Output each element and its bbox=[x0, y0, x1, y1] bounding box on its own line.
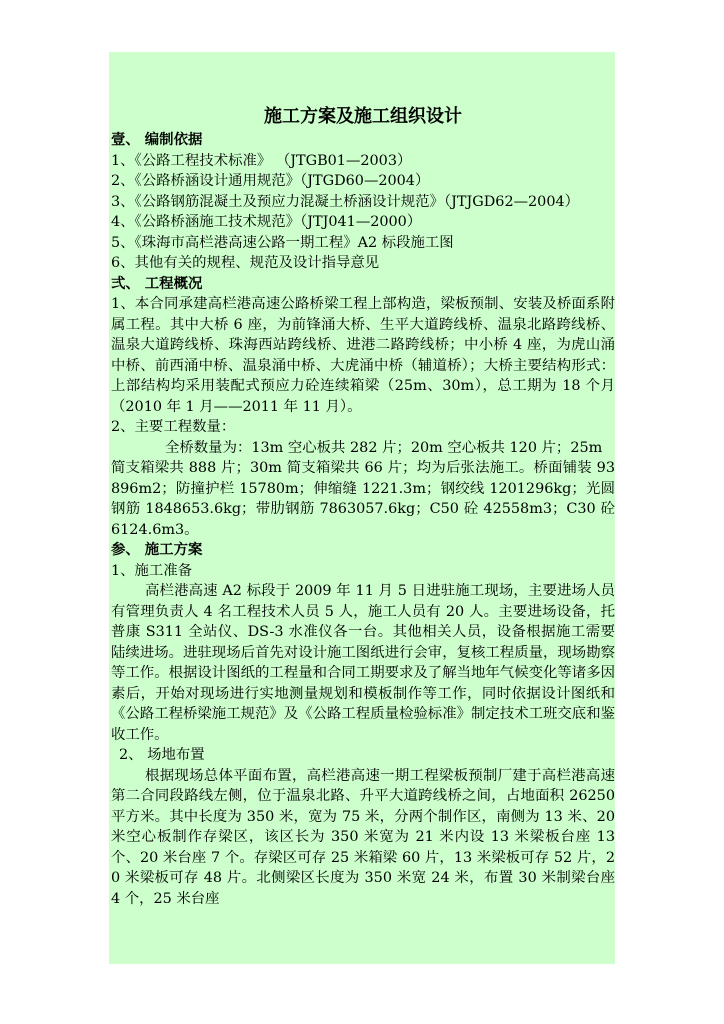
quantities-subheading: 2、主要工程数量： bbox=[111, 419, 236, 435]
document-page bbox=[109, 52, 615, 964]
quantities-line-1: 全桥数量为：13m 空心板共 282 片；20m 空心板共 120 片；25m bbox=[165, 439, 603, 456]
section-heading-overview: 弍、 工程概况 bbox=[111, 274, 203, 292]
preparation-paragraph: 高栏港高速 A2 标段于 2009 年 11 月 5 日进驻施工现场，主要进场人员有管理负责人 4 名工程技术人员 5 人，施工人员有 20 人。主要进场设备，托普康 S311 全站仪、DS-3 水准仪各一台。其他相关人员，设备根据施工需要陆续进场。进驻现场后首先对设计施工图纸进行会审，复核工程质量，现场勘察等工作。根据设计图纸的工程量和合同工期要求及了解当地年气候变化等诸多因素后，开始对现场进行实地测量规划和模板制作等工作，同时依据设计图纸和《公路工程桥梁施工规范》及《公路工程质量检验标准》制定技术工班交底和鉴收工作。 bbox=[111, 583, 615, 743]
basis-item-2: 2、《公路桥涵设计通用规范》（JTGD60—2004） bbox=[111, 173, 430, 189]
basis-item-3: 3、《公路钢筋混凝土及预应力混凝土桥涵设计规范》（JTJGD62—2004） bbox=[111, 193, 580, 210]
basis-item-6: 6、其他有关的规程、规范及设计指导意见 bbox=[111, 255, 380, 271]
section-heading-basis: 壹、 编制依据 bbox=[111, 131, 203, 148]
document-content bbox=[111, 104, 615, 909]
overview-paragraph: 1、本合同承建高栏港高速公路桥梁工程上部构造，梁板预制、安装及桥面系附属工程。其中大桥 6 座，为前锋涌大桥、生平大道跨线桥、温泉北路跨线桥、温泉大道跨线桥、珠海西站跨线桥、进港二路跨线桥；中小桥 4 座，为虎山涌中桥、前西涌中桥、温泉涌中桥、大虎涌中桥（辅道桥）；大桥主要结构形式：上部结构均采用装配式预应力砼连续箱梁（25m、30m），总工期为 18 个月（2010 年 1 月——2011 年 11 月）。 bbox=[111, 296, 615, 415]
preparation-subheading: 1、施工准备 bbox=[111, 562, 193, 579]
quantities-line-2: 简支箱梁共 888 片；30m 简支箱梁共 66 片；均为后张法施工。桥面铺装 93896m2；防撞护栏 15780m；伸缩缝 1221.3m；钢绞线 1201296kg；光圆钢筋 1848653.6kg；带肋钢筋 7863057.6kg；C50 砼 42558m3；C30 砼 6124.6m3。 bbox=[111, 460, 615, 538]
basis-item-5: 5、《珠海市高栏港高速公路一期工程》A2 标段施工图 bbox=[111, 234, 454, 251]
basis-item-1: 1、《公路工程技术标准》 （JTGB01—2003） bbox=[111, 152, 412, 169]
basis-item-4: 4、《公路桥涵施工技术规范》（JTJ041—2000） bbox=[111, 214, 422, 230]
document-title: 施工方案及施工组织设计 bbox=[264, 106, 462, 127]
site-layout-paragraph: 根据现场总体平面布置，高栏港高速一期工程梁板预制厂建于高栏港高速第二合同段路线左侧，位于温泉北路、升平大道跨线桥之间，占地面积 26250 平方米。其中长度为 350 米，宽为 75 米，分两个制作区，南侧为 13 米、20 米空心板制作存梁区，该区长为 350 米宽为 21 米内设 13 米梁板台座 13 个、20 米台座 7 个。存梁区可存 25 米箱梁 60 片，13 米梁板可存 52 片，20 米梁板可存 48 片。北侧梁区长度为 350 米宽 24 米，布置 30 米制梁台座 4 个，25 米台座 bbox=[111, 767, 615, 907]
section-heading-plan: 参、 施工方案 bbox=[111, 541, 203, 558]
site-layout-subheading: 2、 场地布置 bbox=[119, 747, 205, 763]
